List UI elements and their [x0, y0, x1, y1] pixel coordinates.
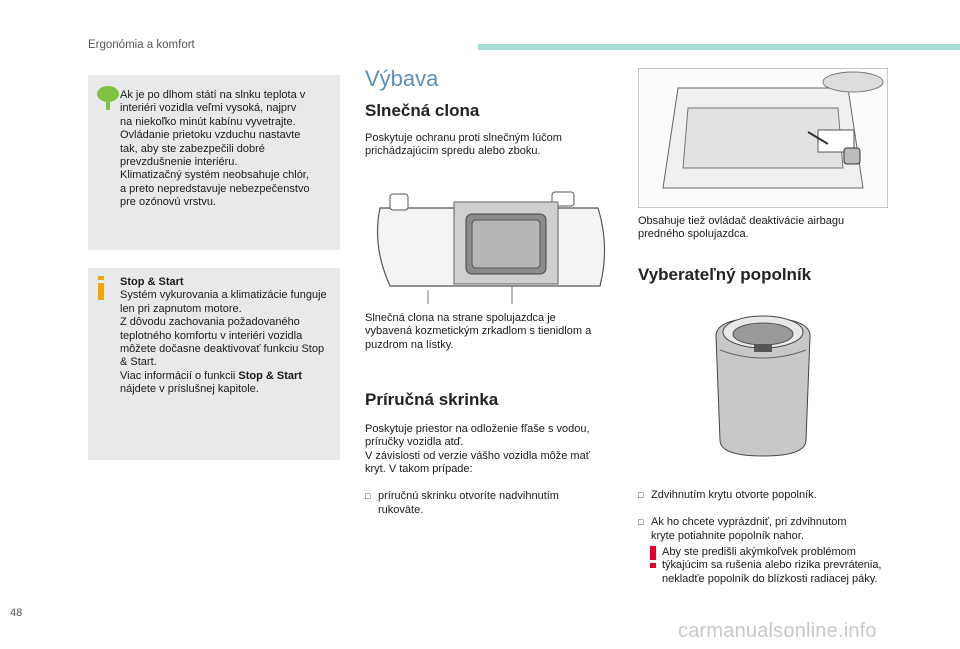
page-number: 48: [10, 607, 23, 619]
ashtray-heading: Vyberateľný popolník: [638, 265, 812, 284]
ashtray-warning: Aby ste predišli akýmkoľvek problémom týkajúcim sa rušenia alebo rizika prevrátenia, nekladťe popolník do blízkosti radiacej páky.: [662, 546, 882, 585]
ashtray-bullet-list: [638, 476, 888, 556]
info-box-body-2: nájdete v príslušnej kapitole.: [120, 383, 259, 396]
info-box: [88, 268, 340, 460]
glovebox-text: Poskytuje priestor na odloženie fľaše s vodou, príručky vozidla atď. V závislosti od verzie vášho vozidla môže mať kryt. V takom prípade:: [365, 423, 590, 476]
warning-icon: [650, 546, 656, 568]
list-item: □ Zdvihnutím krytu otvorte popolník.: [638, 489, 888, 502]
ashtray-illustration: [710, 310, 816, 460]
glovebox-caption: Obsahuje tiež ovládač deaktivácie airbagu predného spolujazdca.: [638, 215, 845, 241]
eco-tip-box: [88, 75, 340, 250]
sun-visor-intro: Poskytuje ochranu proti slnečným lúčom prichádzajúcim spredu alebo zboku.: [365, 132, 562, 158]
info-box-title: Stop & Start: [120, 276, 184, 288]
chapter-title: Ergonómia a komfort: [88, 39, 195, 51]
eco-tree-icon: [96, 85, 120, 111]
info-box-body-1: Systém vykurovania a klimatizácie funguje len pri zapnutom motore. Z dôvodu zachovania požadovaného teplotného komfortu v interiéri vozidla môžete dočasne deaktivovať funkciu Stop & Start. Viac informácií o funkcii: [120, 289, 327, 382]
watermark: carmanualsonline.info: [678, 620, 877, 642]
info-icon: [96, 276, 106, 300]
sun-visor-illustration: [362, 186, 614, 304]
sun-visor-caption: Slnečná clona na strane spolujazdca je vybavená kozmetickým zrkadlom s tienidlom a puzdrom na lístky.: [365, 312, 592, 351]
sun-visor-heading: Slnečná clona: [365, 101, 480, 120]
list-item: □ príručnú skrinku otvoríte nadvihnutím rukoväte.: [365, 490, 605, 517]
glovebox-bullet-list: [365, 477, 605, 531]
glovebox-heading: Príručná skrinka: [365, 390, 499, 409]
header-accent-bar: [478, 44, 960, 50]
section-title: Výbava: [365, 66, 439, 91]
list-item: □ Ak ho chcete vyprázdniť, pri zdvihnutom kryte potiahnite popolník nahor.: [638, 516, 888, 543]
info-box-bold-ref: Stop & Start: [238, 369, 302, 382]
eco-tip-text: Ak je po dlhom státí na slnku teplota v interiéri vozidla veľmi vysoká, najprv na niekoľko minút kabínu vyvetrajte. Ovládanie prietoku vzduchu nastavte tak, aby ste zabezpečili dobré prevzdušnenie interiéru. Klimatizačný systém neobsahuje chlór, a preto nepredstavuje nebezpečenstvo pre ozónovú vrstvu.: [120, 89, 310, 209]
glovebox-illustration: [638, 68, 888, 208]
info-box-text: [120, 276, 334, 397]
